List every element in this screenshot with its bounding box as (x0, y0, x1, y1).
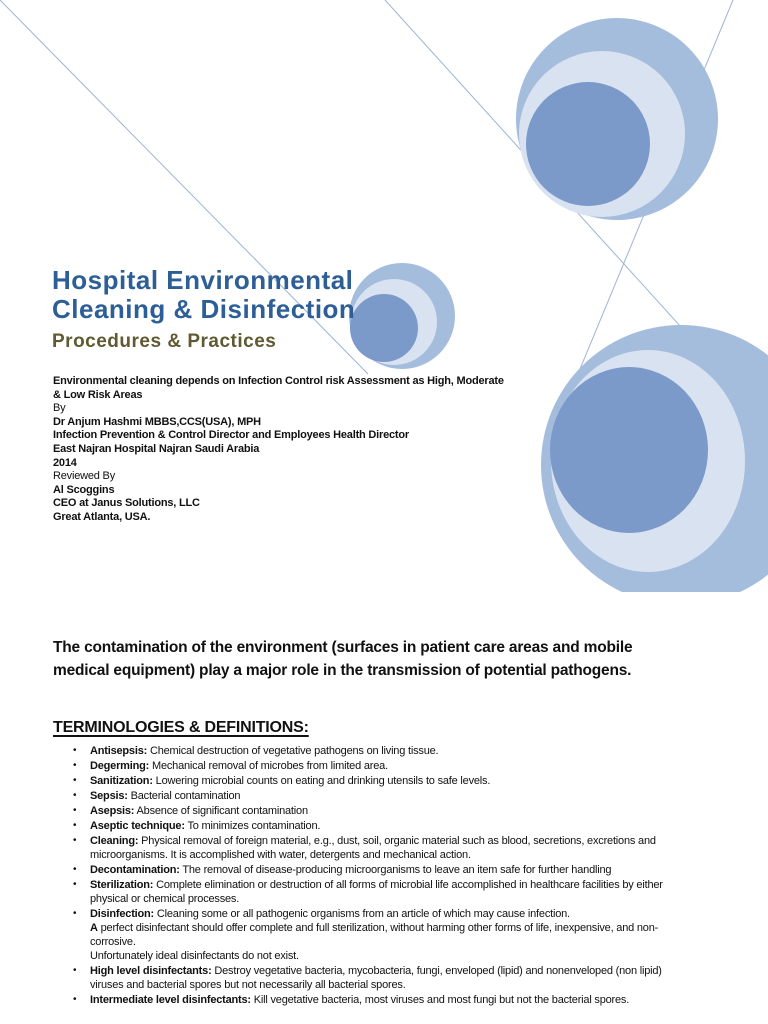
definition-term: High level disinfectants: (90, 965, 212, 977)
definition-item: • Sepsis: Bacterial contamination (73, 790, 241, 802)
decor-circles-mid-right (541, 325, 768, 605)
definition-term: Sanitization: (90, 775, 153, 787)
definition-term: Asepsis: (90, 805, 135, 817)
byline-line: Environmental cleaning depends on Infection Control risk Assessment as High, Moderate & Low Risk Areas (53, 375, 504, 401)
bullet-marker: • (73, 879, 77, 890)
definition-item: • Aseptic technique: To minimizes contamination. (73, 820, 321, 832)
definition-term: Degerming: (90, 760, 150, 772)
bullet-marker: • (73, 908, 77, 919)
definition-term: Aseptic technique: (90, 820, 185, 832)
definition-term: Disinfection: (90, 908, 155, 920)
definition-item: • Decontamination: The removal of disease-producing microorganisms to leave an item safe for further handling (73, 864, 612, 876)
definition-term: Sterilization: (90, 879, 154, 891)
statement-paragraph: The contamination of the environment (surfaces in patient care areas and mobile medical equipment) play a major role in the transmission of potential pathogens. (53, 639, 633, 679)
bullet-marker: • (73, 775, 77, 786)
bullet-marker: • (73, 790, 77, 801)
bullet-marker: • (73, 965, 77, 976)
definition-term: Sepsis: (90, 790, 128, 802)
definition-term: Antisepsis: (90, 745, 148, 757)
section-heading-terminologies: TERMINOLOGIES & DEFINITIONS: (53, 719, 309, 736)
decor-circles-top-right (516, 18, 718, 220)
page-subtitle: Procedures & Practices (52, 331, 277, 352)
bullet-marker: • (73, 835, 77, 846)
byline-line: CEO at Janus Solutions, LLC (53, 497, 200, 510)
byline-line: By (53, 402, 66, 415)
bullet-marker: • (73, 994, 77, 1005)
byline-block (53, 375, 513, 525)
bullet-marker: • (73, 864, 77, 875)
bullet-marker: • (73, 745, 77, 756)
definition-item: • Disinfection: Cleaning some or all pathogenic organisms from an article of which may cause infection. A perfect disinfectant should offer complete and full sterilization, without harming other forms of life, inexpensive, and non-corrosive. Unfortunately ideal disinfectants do not exist. (71, 907, 663, 963)
decor-circles-title (349, 263, 455, 369)
byline-line: 2014 (53, 456, 77, 469)
byline-line: Al Scoggins (53, 483, 115, 496)
definition-item: • Sterilization: Complete elimination or destruction of all forms of microbial life accomplished in healthcare facilities by either physical or chemical processes. (73, 879, 663, 905)
definition-item: • Intermediate level disinfectants: Kill vegetative bacteria, most viruses and most fungi but not the bacterial spores. (73, 994, 630, 1006)
byline-line: Dr Anjum Hashmi MBBS,CCS(USA), MPH (53, 415, 261, 428)
page-title-line-2: Cleaning & Disinfection (52, 294, 356, 324)
definition-extra-line: Unfortunately ideal disinfectants do not exist. (90, 950, 299, 962)
definition-extra-line: A perfect disinfectant should offer complete and full sterilization, without harming other forms of life, inexpensive, and non-corrosive. (90, 922, 659, 948)
definition-item: • Sanitization: Lowering microbial counts on eating and drinking utensils to safe levels. (73, 775, 491, 787)
definition-term: Cleaning: (90, 835, 139, 847)
definitions-list (71, 744, 663, 1008)
byline-line: East Najran Hospital Najran Saudi Arabia (53, 442, 260, 455)
definition-term: Intermediate level disinfectants: (90, 994, 251, 1006)
definition-item: • High level disinfectants: Destroy vegetative bacteria, mycobacteria, fungi, enveloped (lipid) and nonenveloped (non lipid) viruses and bacterial spores but not necessarily all bacterial spores. (73, 965, 662, 991)
definition-item: • Asepsis: Absence of significant contamination (73, 805, 308, 817)
page-title-line-1: Hospital Environmental (52, 265, 354, 295)
title-block (52, 266, 355, 352)
definition-item: • Cleaning: Physical removal of foreign material, e.g., dust, soil, organic material such as blood, secretions, excretions and microorganisms. It is accomplished with water, detergents and mechanical action. (73, 835, 656, 861)
definition-item: • Degerming: Mechanical removal of microbes from limited area. (73, 760, 388, 772)
bullet-marker: • (73, 820, 77, 831)
definition-item: • Antisepsis: Chemical destruction of vegetative pathogens on living tissue. (73, 745, 439, 757)
byline-line: Great Atlanta, USA. (53, 510, 151, 523)
bullet-marker: • (73, 805, 77, 816)
byline-line: Infection Prevention & Control Director and Employees Health Director (53, 429, 409, 442)
byline-line: Reviewed By (53, 470, 115, 483)
bullet-marker: • (73, 760, 77, 771)
definition-term: Decontamination: (90, 864, 180, 876)
